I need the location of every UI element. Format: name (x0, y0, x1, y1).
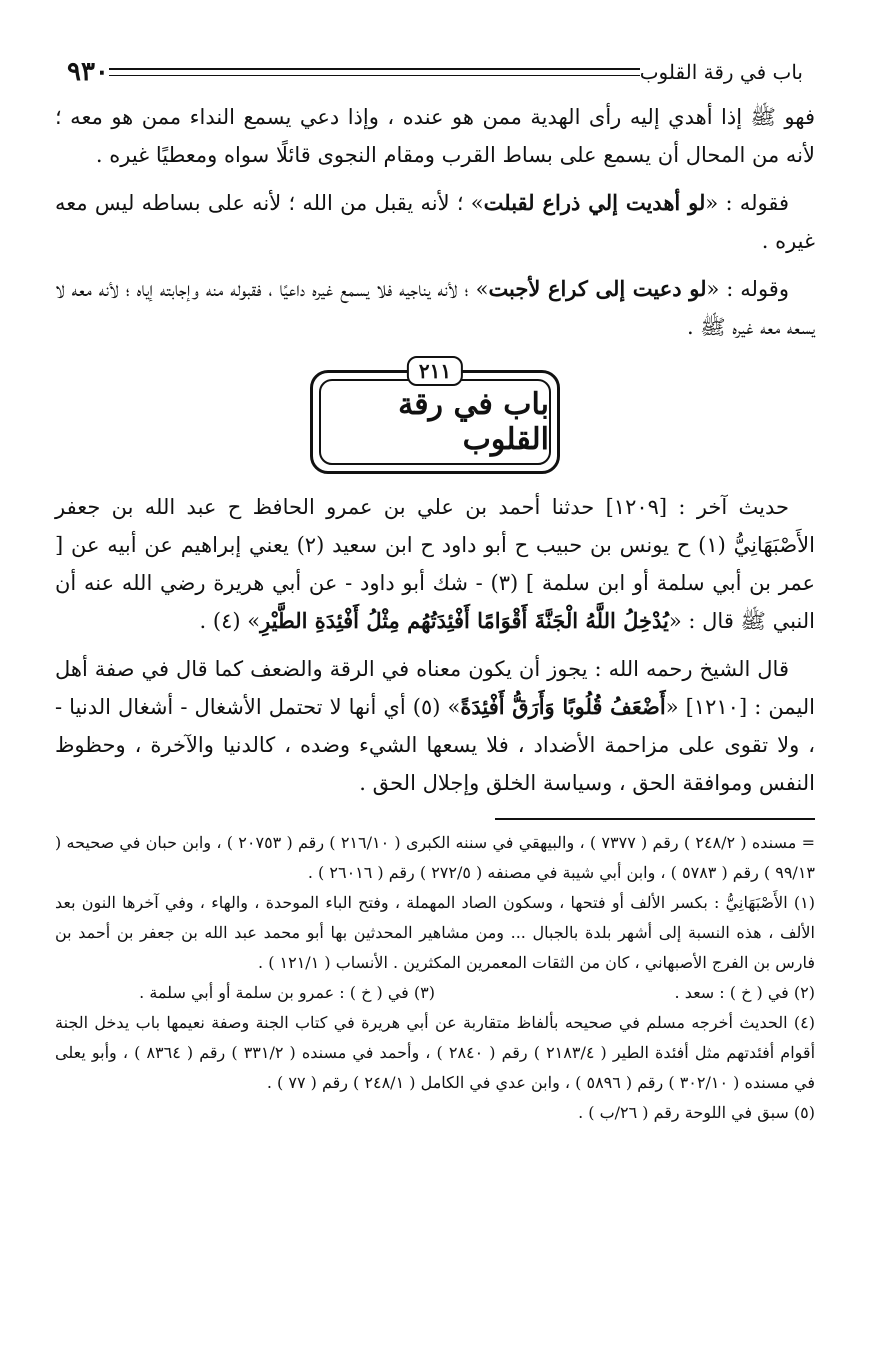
footnote-continuation: = مسنده ( ٢٤٨/٢ ) رقم ( ٧٣٧٧ ) ، والبيهقي في سننه الكبرى ( ٢١٦/١٠ ) رقم ( ٢٠٧٥٣ ) ، وابن حبان في صحيحه ( ٩٩/١٣ ) رقم ( ٥٧٨٣ ) ، وابن أبي شيبة في مصنفه ( ٢٧٢/٥ ) رقم ( ٢٦٠١٦ ) . (55, 833, 816, 882)
isnad: حديث آخر : [١٢٠٩] حدثنا أحمد بن علي بن عمرو الحافظ ح عبد الله بن جعفر الأَصْبَهَانِيُّ (١) ح يونس بن حبيب ح أبو داود ح ابن سعيد (٢) يعني إبراهيم عن أبيه عن [ عمر بن أبي سلمة أو ابن سلمة ] (٣) - شك أبو داود - عن أبي هريرة رضي الله عنه أن النبي ﷺ قال : « (55, 495, 815, 633)
chapter-number: ٢١١ (407, 356, 463, 386)
hadith-text (55, 488, 815, 802)
footnote-4: (٤) الحديث أخرجه مسلم في صحيحه بألفاظ متقاربة عن أبي هريرة في كتاب الجنة وصفة نعيمها باب يدخل الجنة أقوام أفئدتهم مثل أفئدة الطير ( ٢١٨٣/٤ ) رقم ( ٢٨٤٠ ) ، وأحمد في مسنده ( ٣٣١/٢ ) رقم ( ٨٣٦٤ ) ، وأبو يعلى في مسنده ( ٣٠٢/١٠ ) رقم ( ٥٨٩٦ ) ، وابن عدي في الكامل ( ٢٤٨/١ ) رقم ( ٧٧ ) . (55, 1013, 816, 1092)
paragraph-2-intro: فقوله : « (705, 191, 789, 215)
paragraph-2 (55, 184, 815, 260)
hadith-paragraph-1 (55, 488, 815, 640)
paragraph-3-intro: وقوله : « (706, 277, 789, 301)
header-rule (109, 68, 640, 76)
commentary-rest: » (٥) أي أنها لا تحتمل الأشغال - أشغال الدنيا - ، ولا تقوى على مزاحمة الأضداد ، فلا يسعها الشيء وضده ، كالدنيا والآخرة ، وحظوظ النفس وموافقة الحق ، وسياسة الخلق وإجلال الحق . (55, 695, 815, 795)
hadith-quote-invite: لو دعيت إلى كراع لأجبت (488, 276, 707, 301)
footnote-rule (495, 818, 815, 820)
paragraph-3-rest: » ؛ لأنه يناجيه فلا يسمع غيره داعيًا ، فقبوله منه وإجابته إياه ؛ لأنه معه لا يسعه معه غيره ﷺ . (55, 277, 815, 339)
commentary-intro: قال الشيخ رحمه الله : يجوز أن يكون معناه في الرقة والضعف كما قال في صفة أهل اليمن : [١٢١٠] « (55, 657, 816, 719)
paragraph-3 (55, 270, 815, 346)
footnote-1: (١) الأَصْبَهَانِيُّ : بكسر الألف أو فتحها ، وسكون الصاد المهملة ، وفتح الباء الموحدة ، والهاء ، وفي آخرها النون بعد الألف ، هذه النسبة إلى أشهر بلدة بالجبال ... ومن مشاهير المحدثين بها أبو محمد عبد الله بن جعفر بن أحمد بن فارس بن الفرج الأصبهاني ، كان من الثقات المعمرين المكثرين . الأنساب ( ١٢١/١ ) . (55, 893, 815, 972)
chapter-title: باب في رقة القلوب (398, 387, 549, 457)
hadith-matn-birds: يُدْخِلُ اللَّهُ الْجَنَّةَ أَقْوَامًا أَفْئِدَتُهُم مِثْلُ أَفْئِدَةِ الطَّيْرِ (260, 608, 669, 633)
paragraph-1: فهو ﷺ إذا أهدي إليه رأى الهدية ممن هو عنده ، وإذا دعي يسمع النداء ممن هو معه ؛ لأنه من المحال أن يسمع على بساط القرب ومقام النجوى قائلًا سواه ومعطيًا غيره . (55, 105, 815, 167)
main-text (55, 98, 815, 346)
footnotes (55, 828, 815, 1128)
page-number: ٩٣٠ (67, 57, 109, 87)
footnote-5: (٥) سبق في اللوحة رقم ( ٢٦/ب ) . (578, 1103, 815, 1122)
page-header (55, 52, 815, 92)
hadith-quote-gift: لو أهديت إلي ذراع لقبلت (483, 190, 706, 215)
chapter-heading (310, 356, 560, 474)
book-page (55, 52, 815, 1128)
hadith-ref: » (٤) . (199, 609, 261, 633)
footnote-3: (٣) في ( خ ) : عمرو بن سلمة أو أبي سلمة . (139, 983, 435, 1002)
chapter-frame-inner (319, 379, 551, 465)
hadith-matn-yemen: أَضْعَفُ قُلُوبًا وَأَرَقُّ أَفْئِدَةً (460, 694, 666, 719)
hadith-paragraph-2 (55, 650, 815, 802)
footnote-2: (٢) في ( خ ) : سعد . (674, 983, 815, 1002)
footnote-pair (55, 978, 815, 1008)
running-title: باب في رقة القلوب (639, 60, 803, 84)
paragraph-2-rest: » ؛ لأنه يقبل من الله ؛ لأنه على بساطه ليس معه غيره . (55, 191, 815, 253)
